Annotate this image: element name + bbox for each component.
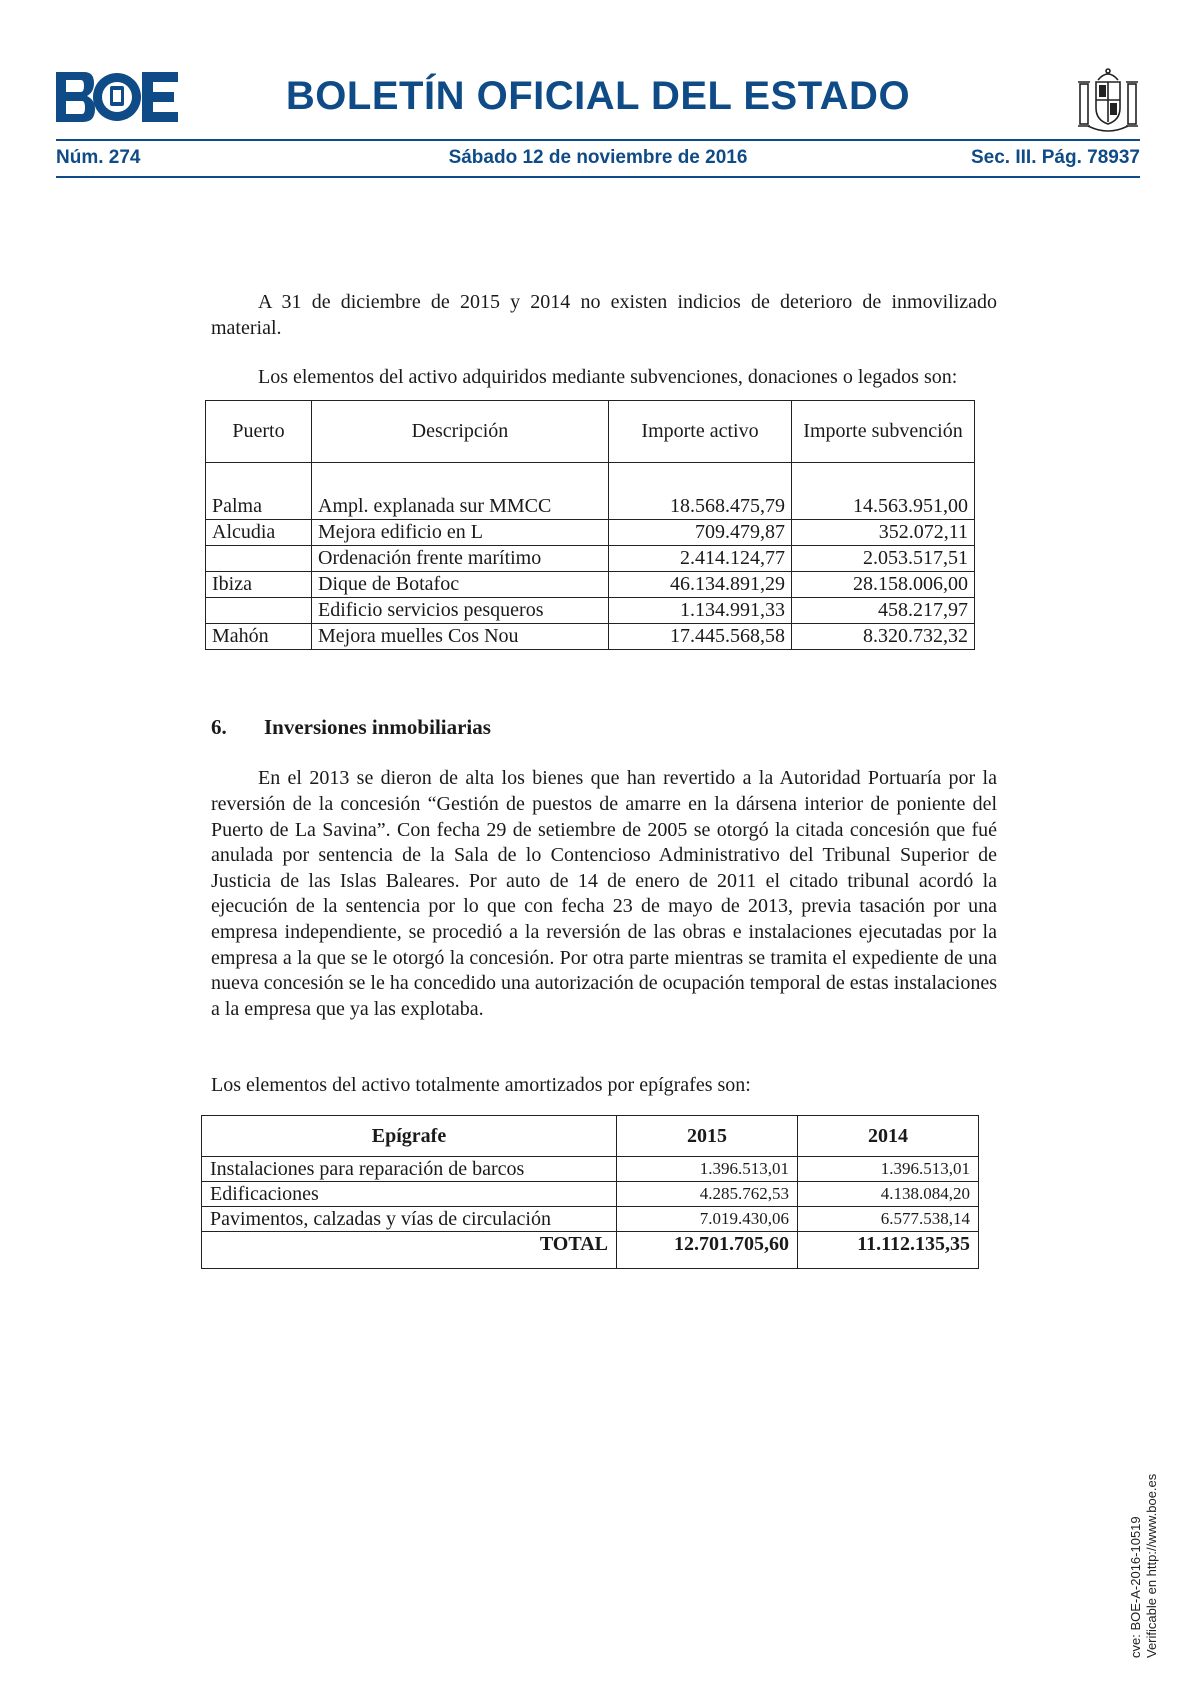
col-header-2014: 2014 xyxy=(798,1115,979,1156)
cell-2015: 1.396.513,01 xyxy=(617,1156,798,1181)
cell-total-2015: 12.701.705,60 xyxy=(617,1231,798,1268)
cell-puerto: Alcudia xyxy=(206,519,312,545)
cell-importe-activo: 17.445.568,58 xyxy=(609,623,792,649)
issue-date: Sábado 12 de noviembre de 2016 xyxy=(448,147,748,168)
table-row xyxy=(206,519,975,545)
table-row xyxy=(206,545,975,571)
paragraph-amortizados: Los elementos del activo totalmente amortizados por epígrafes son: xyxy=(211,1074,751,1097)
cell-epigrafe: Instalaciones para reparación de barcos xyxy=(202,1156,617,1181)
cell-epigrafe: Pavimentos, calzadas y vías de circulación xyxy=(202,1206,617,1231)
header-rule-top xyxy=(56,139,1140,141)
amortizados-table xyxy=(201,1115,979,1269)
table-header-row xyxy=(206,400,975,462)
cell-puerto xyxy=(206,545,312,571)
cell-2014: 4.138.084,20 xyxy=(798,1181,979,1206)
cell-importe-subvencion: 8.320.732,32 xyxy=(792,623,975,649)
document-body xyxy=(211,290,997,1269)
table-row xyxy=(206,571,975,597)
paragraph-deterioro: A 31 de diciembre de 2015 y 2014 no existen indicios de deterioro de inmovilizado material. xyxy=(211,291,997,339)
cell-puerto: Palma xyxy=(206,494,312,520)
subvenciones-table xyxy=(205,400,975,650)
cell-2015: 4.285.762,53 xyxy=(617,1181,798,1206)
cell-puerto: Mahón xyxy=(206,623,312,649)
table-row xyxy=(206,597,975,623)
cell-descripcion: Ordenación frente marítimo xyxy=(312,545,609,571)
cell-importe-subvencion: 352.072,11 xyxy=(792,519,975,545)
table-header-row xyxy=(202,1115,979,1156)
table-row xyxy=(202,1206,979,1231)
cell-importe-activo: 2.414.124,77 xyxy=(609,545,792,571)
issue-number: Núm. 274 xyxy=(56,147,141,168)
col-header-importe-activo: Importe activo xyxy=(609,400,792,462)
cell-importe-subvencion: 14.563.951,00 xyxy=(792,494,975,520)
cell-total-2014: 11.112.135,35 xyxy=(798,1231,979,1268)
cell-importe-activo: 1.134.991,33 xyxy=(609,597,792,623)
table-spacer-row xyxy=(206,462,975,494)
cell-descripcion: Mejora muelles Cos Nou xyxy=(312,623,609,649)
paragraph-inversiones: En el 2013 se dieron de alta los bienes que han revertido a la Autoridad Portuaría por la reversión de la concesión “Gestión de puestos de amarre en la dársena interior de poniente del Puerto de La Savina”. Con fecha 29 de setiembre de 2005 se otorgó la citada concesión que fué anulada por sentencia de la Sala de lo Contencioso Administrativo del Tribunal Superior de Justicia de las Islas Baleares. Por auto de 14 de enero de 2011 el citado tribunal acordó la ejecución de la sentencia por lo que con fecha 23 de mayo de 2013, previa tasación por una empresa independiente, se procedió a la reversión de las obras e instalaciones ejecutadas por la empresa a la que se le otorgó la concesión. Por otra parte mientras se tramita el expediente de una nueva concesión se le ha concedido una autorización de ocupación temporal de estas instalaciones a la empresa que ya las explotaba. xyxy=(211,767,997,1020)
section-page: Sec. III. Pág. 78937 xyxy=(971,147,1140,168)
table-row xyxy=(206,494,975,520)
cell-importe-activo: 18.568.475,79 xyxy=(609,494,792,520)
cell-total-label: TOTAL xyxy=(202,1231,617,1268)
cell-descripcion: Ampl. explanada sur MMCC xyxy=(312,494,609,520)
cell-descripcion: Dique de Botafoc xyxy=(312,571,609,597)
cve-code: cve: BOE-A-2016-10519 xyxy=(1128,1516,1143,1658)
cell-importe-subvencion: 458.217,97 xyxy=(792,597,975,623)
col-header-descripcion: Descripción xyxy=(312,400,609,462)
cell-descripcion: Edificio servicios pesqueros xyxy=(312,597,609,623)
cell-2014: 1.396.513,01 xyxy=(798,1156,979,1181)
cell-descripcion: Mejora edificio en L xyxy=(312,519,609,545)
cell-2015: 7.019.430,06 xyxy=(617,1206,798,1231)
cell-puerto xyxy=(206,597,312,623)
col-header-2015: 2015 xyxy=(617,1115,798,1156)
section-heading xyxy=(211,715,997,741)
cell-2014: 6.577.538,14 xyxy=(798,1206,979,1231)
table-total-row xyxy=(202,1231,979,1268)
section-number: 6. xyxy=(211,714,227,739)
table-row xyxy=(202,1156,979,1181)
section-title: Inversiones inmobiliarias xyxy=(264,714,491,739)
cell-importe-subvencion: 2.053.517,51 xyxy=(792,545,975,571)
coat-of-arms-icon xyxy=(1076,66,1140,134)
cell-epigrafe: Edificaciones xyxy=(202,1181,617,1206)
col-header-epigrafe: Epígrafe xyxy=(202,1115,617,1156)
page-title: BOLETÍN OFICIAL DEL ESTADO xyxy=(285,74,911,118)
cell-importe-subvencion: 28.158.006,00 xyxy=(792,571,975,597)
cell-puerto: Ibiza xyxy=(206,571,312,597)
table-row xyxy=(202,1181,979,1206)
col-header-importe-subvencion: Importe subvención xyxy=(792,400,975,462)
cell-importe-activo: 709.479,87 xyxy=(609,519,792,545)
col-header-puerto: Puerto xyxy=(206,400,312,462)
header-rule-bottom xyxy=(56,176,1140,178)
cell-importe-activo: 46.134.891,29 xyxy=(609,571,792,597)
verification-note xyxy=(1128,1474,1160,1658)
paragraph-subvenciones: Los elementos del activo adquiridos mediante subvenciones, donaciones o legados son: xyxy=(258,366,958,389)
verify-url: Verificable en http://www.boe.es xyxy=(1144,1473,1159,1658)
table-row xyxy=(206,623,975,649)
header-meta xyxy=(56,147,1140,171)
